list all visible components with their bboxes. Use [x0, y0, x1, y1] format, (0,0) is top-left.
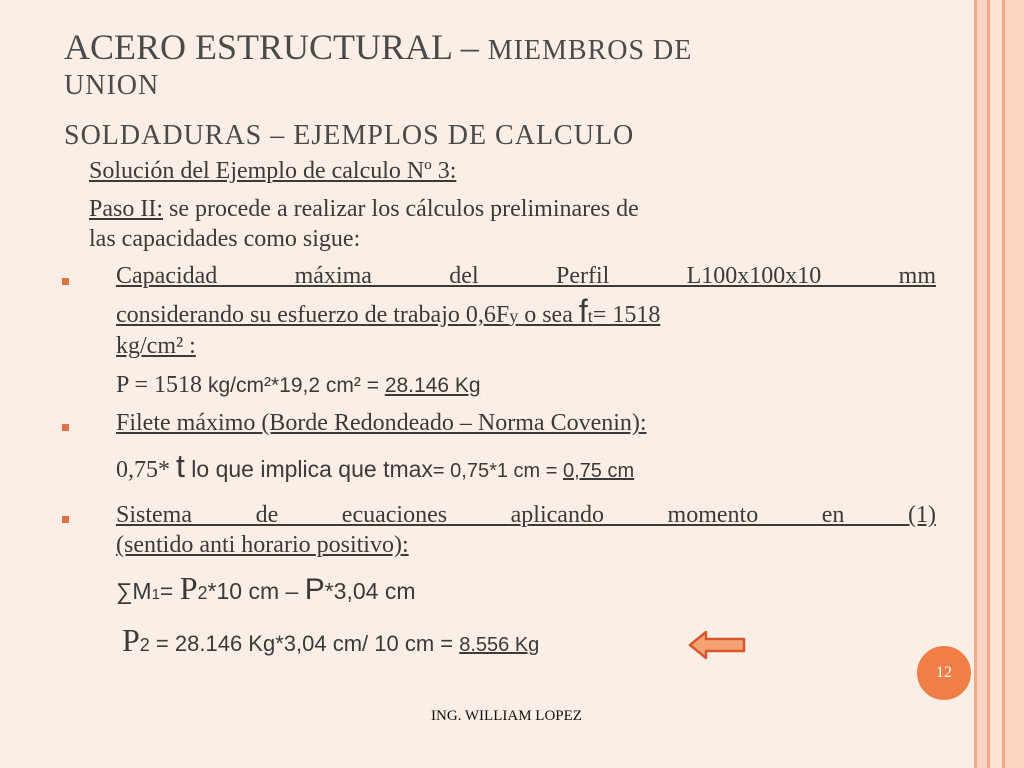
- paso-line2: las capacidades como sigue:: [89, 226, 361, 252]
- formula3-sub2: 2: [197, 583, 208, 603]
- decorative-stripes: [974, 0, 1024, 768]
- formula1-result: 28.146 Kg: [384, 374, 481, 397]
- title-dash: –: [451, 27, 488, 67]
- paso-label: Paso II:: [89, 196, 163, 222]
- bullet-marker: [62, 278, 69, 285]
- formula3-a: ∑M: [116, 578, 152, 604]
- title-small: MIEMBROS DE: [487, 35, 693, 66]
- formula4-result: 8.556 Kg: [459, 634, 540, 656]
- formula2-result: 0,75 cm: [562, 460, 635, 482]
- formula-4: [122, 622, 539, 659]
- bullet3-line2: (sentido anti horario positivo):: [116, 532, 409, 558]
- formula3-sub: 1: [151, 586, 160, 603]
- formula2-t: t: [176, 448, 185, 484]
- slide-subtitle: SOLDADURAS – EJEMPLOS DE CALCULO: [64, 120, 635, 151]
- formula4-P: P: [122, 622, 140, 658]
- left-arrow-icon: [688, 629, 748, 661]
- bullet1-sub-y: y: [509, 306, 519, 326]
- footer-author: ING. WILLIAM LOPEZ: [431, 708, 582, 724]
- formula3-b: =: [159, 578, 180, 604]
- formula3-P: P: [179, 570, 198, 606]
- formula-2: [116, 448, 634, 485]
- formula3-P2: P: [304, 573, 325, 606]
- formula3-c: *10 cm –: [207, 578, 305, 604]
- bullet-marker: [62, 516, 69, 523]
- formula2-a: 0,75*: [116, 457, 176, 483]
- bullet1-t: t: [587, 306, 593, 326]
- bullet-marker: [62, 424, 69, 431]
- formula4-sub: 2: [139, 635, 150, 655]
- bullet2: Filete máximo (Borde Redondeado – Norma Covenin):: [116, 410, 647, 436]
- bullet1-text-c: = 1518: [592, 302, 661, 328]
- bullet1-line2: [116, 293, 936, 330]
- slide-title: [64, 28, 864, 152]
- bullet1-text-a: considerando su esfuerzo de trabajo 0,6F: [116, 302, 510, 328]
- page-number: 12: [917, 646, 971, 700]
- formula-1: [116, 372, 481, 399]
- title-main: ACERO ESTRUCTURAL: [64, 27, 452, 67]
- formula1-a: P = 1518: [116, 372, 208, 398]
- title-line2: UNION: [64, 70, 160, 101]
- bullet1-f: f: [578, 293, 588, 329]
- formula-3: [116, 570, 415, 607]
- formula1-b: kg/cm²*19,2 cm² =: [208, 374, 385, 397]
- bullet3-line1: Sistema de ecuaciones aplicando momento en (1): [116, 502, 936, 528]
- formula2-b: lo que implica que tmax: [184, 456, 433, 482]
- paso-line1: [89, 196, 936, 223]
- bullet1-line1: Capacidad máxima del Perfil L100x100x10 mm: [116, 263, 936, 289]
- bullet1-text-b: o sea: [518, 302, 579, 328]
- bullet1-line3: kg/cm² :: [116, 333, 196, 359]
- formula2-c: = 0,75*1 cm =: [432, 460, 563, 482]
- paso-text: se procede a realizar los cálculos preliminares de: [163, 196, 639, 222]
- solution-heading: Solución del Ejemplo de calculo Nº 3:: [89, 158, 457, 184]
- formula3-d: *3,04 cm: [324, 578, 416, 604]
- formula4-a: = 28.146 Kg*3,04 cm/ 10 cm =: [149, 631, 460, 656]
